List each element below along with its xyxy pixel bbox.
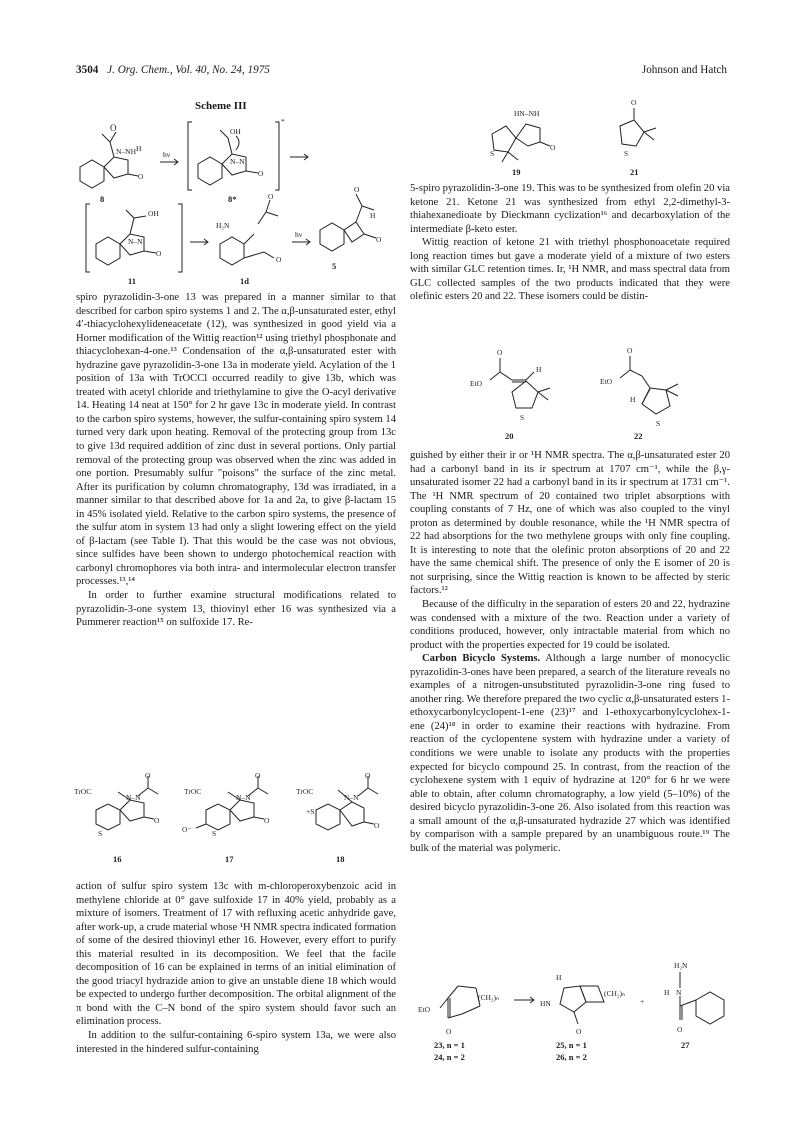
atom-o: O [365,771,371,780]
atom-eto: EtO [418,1005,431,1014]
compound-label-5: 5 [332,261,337,271]
atom-o: O [677,1025,683,1034]
compound-label-20: 20 [505,431,514,441]
compound-21-structure [620,98,656,158]
paragraph-carbon-bicyclo [410,652,730,855]
compound-label-24: 24, n = 2 [434,1052,465,1062]
compound-22-structure [600,346,678,428]
atom-h: H [536,365,542,374]
paragraph-text: Although a large number of monocyclic pyrazolidin-3-ones have been prepared, a search of the literature reveals no examples of a nitrogen-unsubstituted pyrazolidin-3-one ring fused to another ring. We therefore prepared the two cyclic α,β-unsaturated esters 1-ethoxycarbonylcyclopent-1-ene (23)¹⁷ and 1-ethoxycarbonylcyclohex-1-ene (24)¹⁸ in order to examine their reactions with hydrazine. From reaction of the cyclopentene system with hydrazine under a variety of conditions we were unable to isolate any products with the properties expected for bicyclo compound 25. In contrast, from the reaction of the cyclohexene system with 1 equiv of hydrazine at 120° for 6 hr we were able to obtain, after column chromatography, a low yield (5–10%) of the desired bicyclo pyrazolidin-3-one 26. Also isolated from this reaction was a small amount of the α,β-unsaturated hydrazide 27 which was identified by comparison with a sample prepared by an unambiguous route.¹⁹ The bulk of the material was polymeric. [410,653,730,854]
compound-label-16: 16 [113,854,122,864]
paragraph: Because of the difficulty in the separation of esters 20 and 22, hydrazine was condensed with a mixture of the two. Reaction under a variety of conditions produced, however, only intractable material from which no product with the properties expected for 19 could be isolated. [410,599,730,651]
atom-o: O [255,771,261,780]
atom-label-hn-nh: HN–NH [514,109,540,118]
compound-label-19: 19 [512,167,521,177]
atom-ch2n: (CH₂)ₙ [604,989,626,998]
paragraph: Wittig reaction of ketone 21 with triethyl phosphonoacetate required long reaction times but gave a moderate yield of a mixture of two esters with similar GLC retention times. Ir, ¹H NMR, and mass spectral data from GLC collected samples of the two products indicated that they were olefinic esters 20 and 22. These isomers could be distin- [410,237,730,303]
atom-o: O [446,1027,452,1036]
atom-o: O [145,771,151,780]
atom-s: S [98,829,103,838]
compound-8-star-structure [198,127,264,185]
atom-label-troc: TrOC [184,787,202,796]
atom-o: O [156,249,162,258]
compound-label-21: 21 [630,167,639,177]
atom-eto: EtO [600,377,613,386]
paragraph: spiro pyrazolidin-3-one 13 was prepared in a manner similar to that described for carbon spiro systems 1 and 2. The α,β-unsaturated ester, ethyl 4′-thiacyclohexylideneacetate (12), was synthesized in good yield via a Horner modification of the Wittig reaction¹² using triethyl phosphonate and thiacyclohexan-4-one.¹³ Condensation of the α,β-unsaturated ester with hydrazine gave pyrazolidin-3-one 13a in moderate yield. Acylation of the 1 position of 13a with TrOCCl occurred readily to give 13b, which was treated with acetyl chloride and triethylamine to give the O-acyl derivative 14. Heating 14 neat at 150° for 2 hr gave 13c in moderate yield. In contrast to the carbon spiro systems, however, the sulfur-containing spiro system 14 turned very dark upon heating. Removal of the protecting group from 13c to give 13d required addition of zinc dust in several portions. Only partial removal of the protecting group was observed when the zinc was added in one portion. Presumably sulfur "poisons" the surface of the zinc metal. After its purification by column chromatography, 13d was irradiated, in a manner similar to that described above for 1a and 2a, to give β-lactam 15 in 45% isolated yield. Relative to the carbon spiro systems, the presence of the sulfur atom in system 13 had only a slight lowering effect on the yield of β-lactam (see Table I). That this would be the case was not obvious, since sulfides have been shown to undergo photochemical reaction with carbonyl chromophores via both intra- and intermolecular electron transfer processes.¹³,¹⁴ [76,292,396,588]
atom-s: S [520,413,525,422]
atom-n: N [676,988,682,997]
atom-o: O [354,185,360,194]
atom-label-nn: N–N [230,157,245,166]
atom-s: S [490,149,495,158]
atom-h: H [664,988,670,997]
compound-16-structure [74,771,160,838]
compound-label-8-star: 8* [228,194,237,204]
right-column-continued [410,449,730,855]
atom-h: H [370,211,376,220]
atom-h: H [136,144,142,153]
atom-label-troc: TrOC [296,787,314,796]
compound-5-structure [320,185,382,251]
compound-23-24-structure [418,986,499,1036]
atom-o: O [497,348,503,357]
paragraph: guished by either their ir or ¹H NMR spectra. The α,β-unsaturated ester 20 had a carbonyl band in its ir spectrum at 1707 cm⁻¹, while the β,γ-unsaturated isomer 22 had a carbonyl band in its ir spectrum at 1731 cm⁻¹. The ¹H NMR spectrum of 20 contained two triplet absorptions with coupling constants of 7 Hz, one of which was also coupled to the vinyl proton as determined by double resonance, while the ¹H NMR spectra of 22 had absorptions for the two methylene groups with only fine coupling. It is interesting to note that the olefinic proton absorptions of 20 and 22 have the same chemical shift. The presence of only the E isomer of 20 is not surprising, since the Wittig reaction is known to be affected by steric factors.¹² [410,450,730,597]
section-heading: Carbon Bicyclo Systems. [422,653,541,665]
atom-o-minus: O⁻ [182,825,192,834]
atom-h: H [556,973,562,982]
atom-label-nh: N–NH [116,147,136,156]
atom-label-troc: TrOC [74,787,92,796]
atom-hn: HN [540,999,551,1008]
atom-h2n: H₂N [216,221,230,230]
compound-label-1d: 1d [240,276,249,286]
compound-label-18: 18 [336,854,345,864]
atom-label-oh: OH [230,127,241,136]
scheme-iii-structures [70,112,400,287]
running-header-left [76,64,270,76]
atom-label-nn: N–N [236,793,251,802]
atom-o: O [264,816,270,825]
compound-label-23: 23, n = 1 [434,1040,465,1050]
atom-o: O [576,1027,582,1036]
paragraph: In order to further examine structural modifications related to pyrazolidin-3-one system 13, thiovinyl ether 16 was synthesized via a Pummerer reaction¹⁵ on sulfoxide 17. Re- [76,590,396,629]
page-number: 3504 [76,64,99,76]
atom-h: H [630,395,636,404]
compound-label-8: 8 [100,194,105,204]
paragraph: In addition to the sulfur-containing 6-spiro system 13a, we were also interested in the hindered sulfur-containing [76,1030,396,1055]
atom-label-oh: OH [148,209,159,218]
compound-19-structure [490,109,556,162]
left-column-continued [76,880,396,1056]
hv-arrow-label: hν [163,150,171,159]
atom-s: S [656,419,661,428]
left-column [76,291,396,630]
atom-h2n: H₂N [674,961,688,970]
structures-16-17-18 [74,772,404,862]
atom-o: O [110,123,117,133]
atom-o: O [374,821,380,830]
asterisk-mark: * [281,117,285,126]
paragraph: action of sulfur spiro system 13c with m-chloroperoxybenzoic acid in methylene chloride at 0° gave sulfoxide 17 in 40% yield, probably as a mixture of isomers. Treatment of 17 with refluxing acetic anhydride gave, after work-up, a crude material whose ¹H NMR spectra indicated formation of some of the desired thiovinyl ether 16. However, every effort to purify this material resulted in its decomposition. We feel that the facile decomposition of 16 can be explained in terms of an initial elimination of the good triacyl hydrazide anion to give an unstable diene 18 which would be expected to undergo further decomposition. The orbital alignment of the π bond with the C–N bond of the spiro system should favor such an elimination process. [76,881,396,1028]
scheme-title: Scheme III [195,100,247,112]
compound-27-structure [664,961,724,1034]
atom-eto: EtO [470,379,483,388]
atom-label-nn: N–N [126,793,141,802]
atom-o: O [268,192,274,201]
atom-s: S [212,829,217,838]
atom-o: O [550,143,556,152]
atom-ch2n: (CH₂)ₙ [478,993,500,1002]
plus-sign: + [640,997,645,1006]
compound-label-26: 26, n = 2 [556,1052,587,1062]
compound-18-structure [296,771,380,830]
atom-label-nn: N–N [128,237,143,246]
compound-label-27: 27 [681,1040,690,1050]
compound-8-structure [80,123,144,188]
atom-s-plus: +S [306,807,315,816]
atom-label-nn: N–N [344,793,359,802]
compound-label-17: 17 [225,854,234,864]
compound-25-26-structure [540,973,625,1036]
compound-20-structure [470,348,550,422]
structures-19-21 [470,94,700,184]
compound-label-11: 11 [128,276,137,286]
compound-label-22: 22 [634,431,643,441]
atom-o: O [276,255,282,264]
atom-o: O [138,172,144,181]
atom-s: S [624,149,629,158]
atom-o: O [627,346,633,355]
journal-citation: J. Org. Chem., Vol. 40, No. 24, 1975 [107,64,270,76]
paragraph: 5-spiro pyrazolidin-3-one 19. This was to be synthesized from olefin 20 via ketone 21. Ketone 21 was synthesized from ethyl 2,2-dimethyl-3-thiahexanedioate by Dieckmann cyclization¹⁶ and decarboxylation of the intermediate β-keto ester. [410,183,730,235]
right-column [410,182,730,304]
atom-o: O [154,816,160,825]
compound-17-structure [182,771,270,838]
compound-11-structure [96,209,162,265]
compound-1d-structure [216,192,282,265]
hv-arrow-label: hν [295,230,303,239]
atom-o: O [631,98,637,107]
atom-o: O [376,235,382,244]
compound-label-25: 25, n = 1 [556,1040,587,1050]
atom-o: O [258,169,264,178]
running-header-authors: Johnson and Hatch [641,64,727,76]
